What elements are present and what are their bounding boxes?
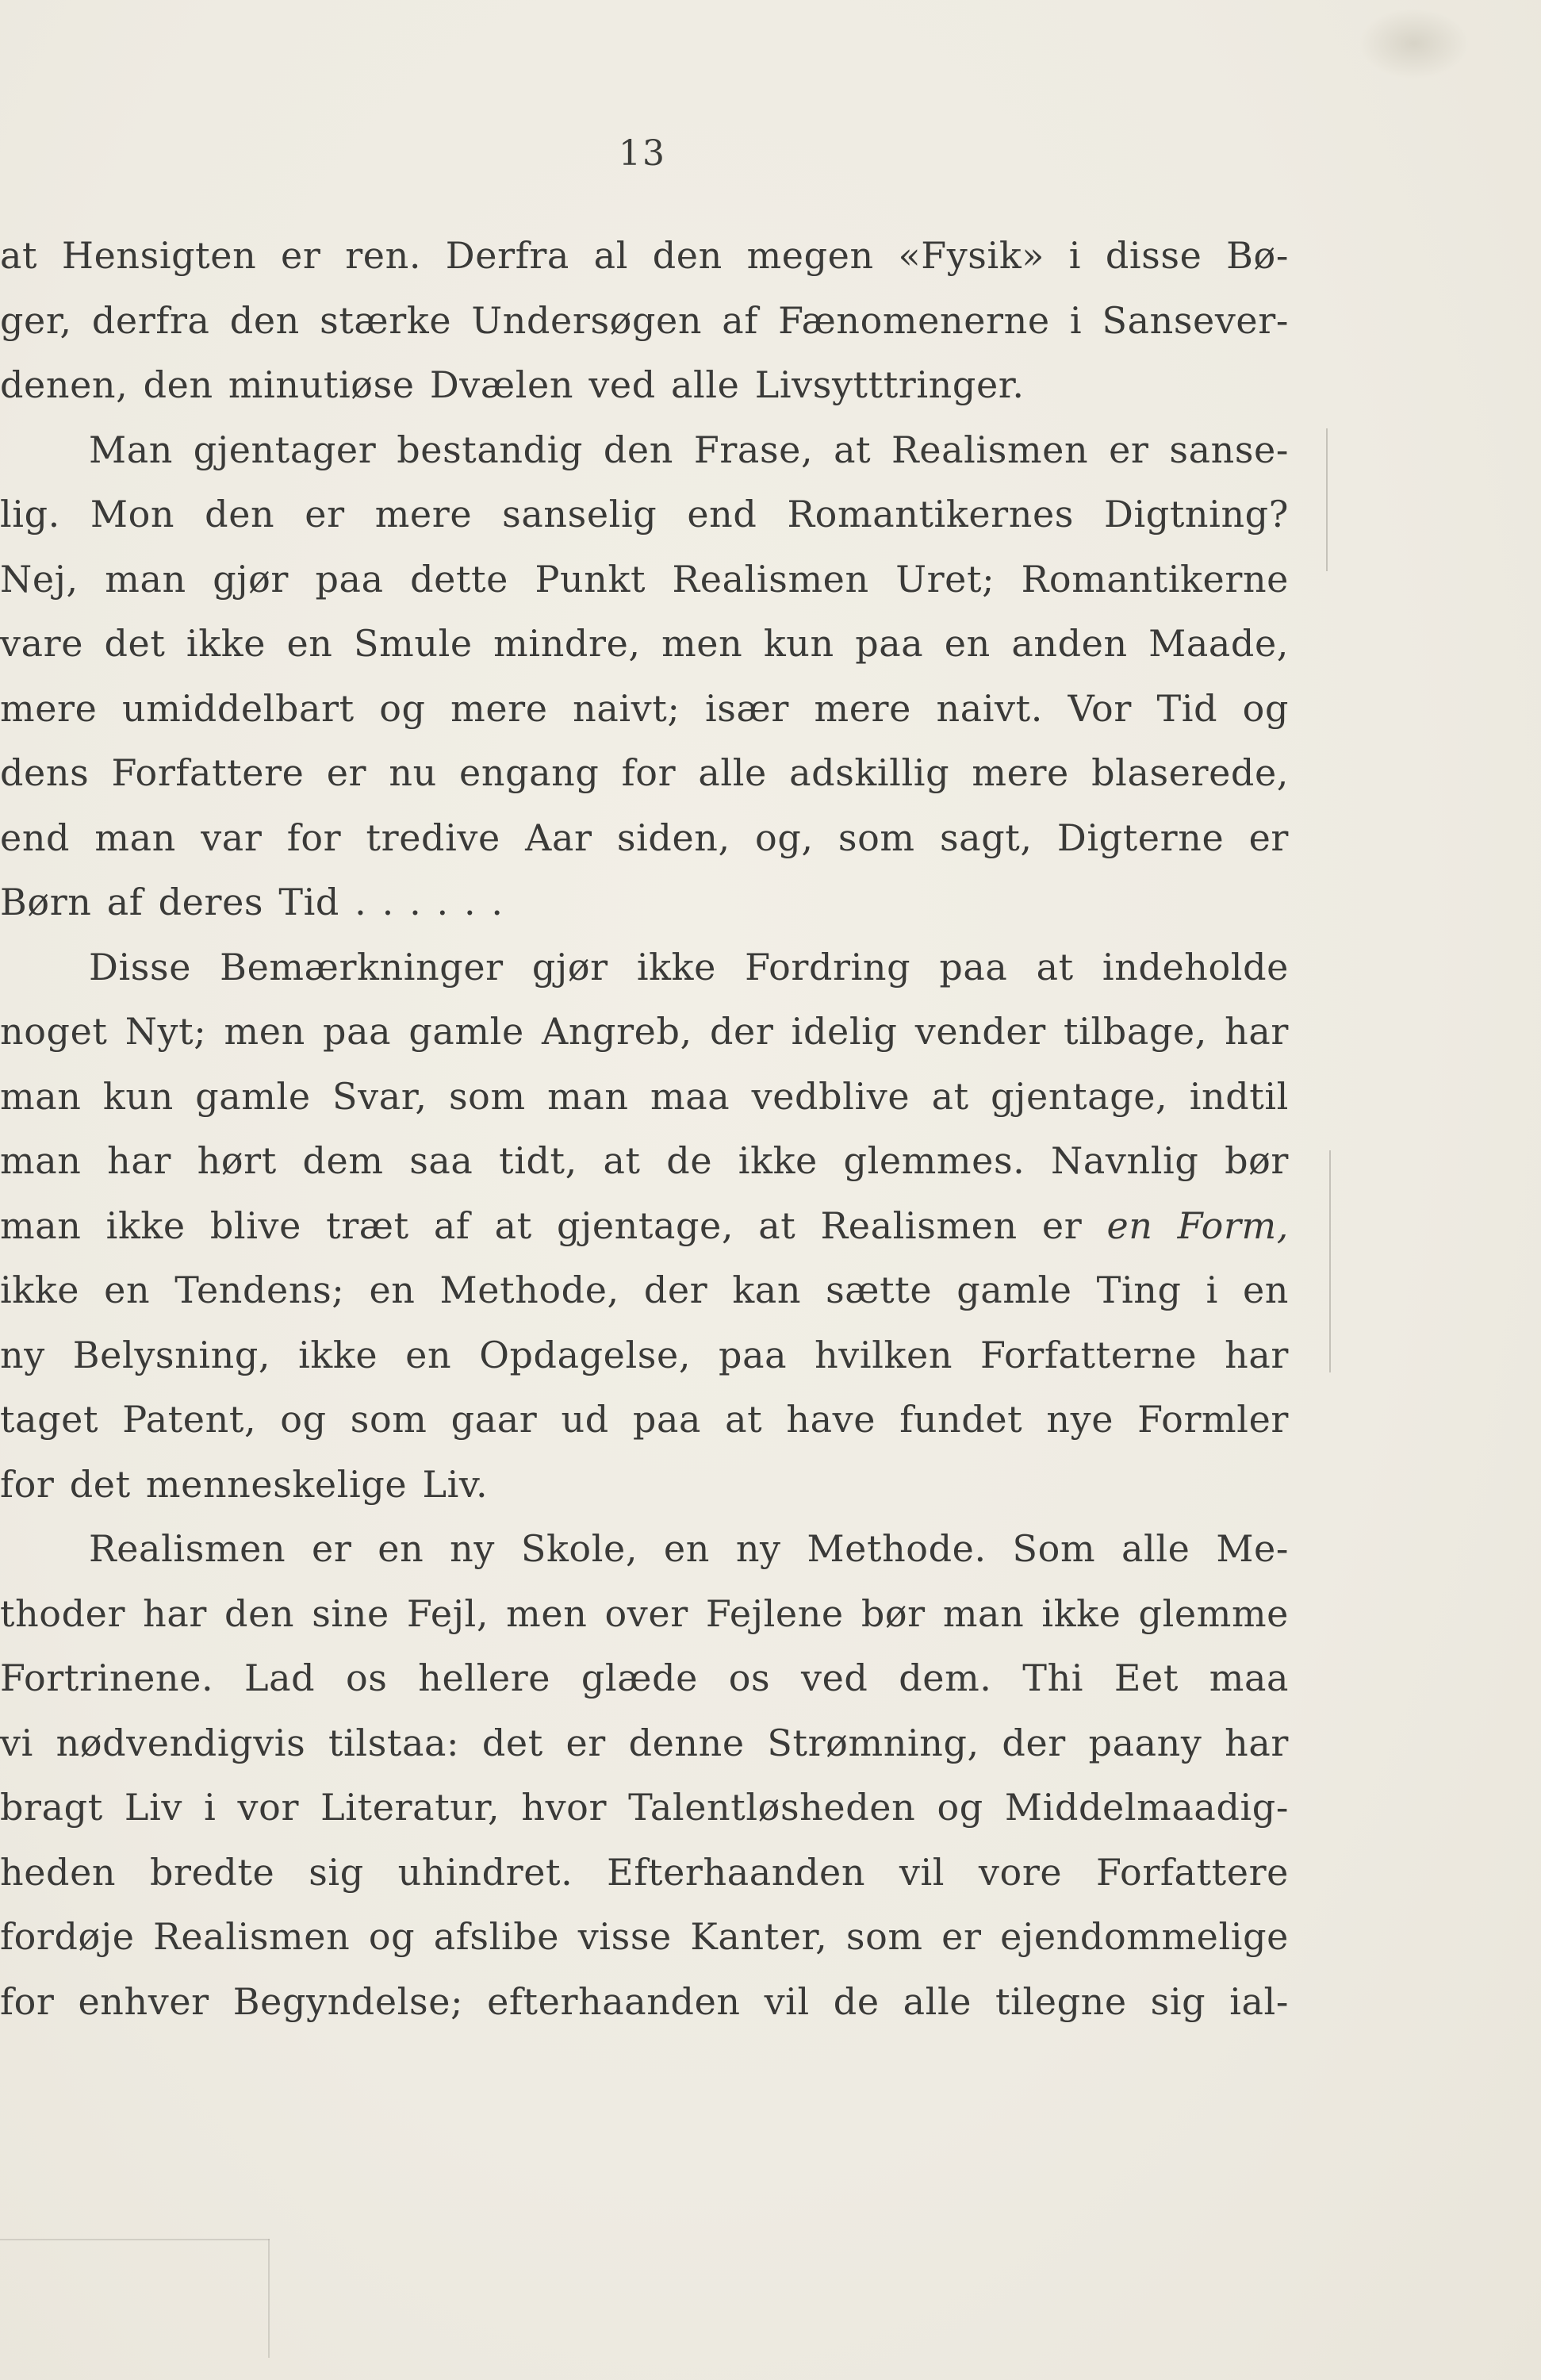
text-line	[0, 1970, 1289, 2035]
text-line-content: for enhver Begyndelse; efterhaanden vil de alle tilegne sig ial-	[0, 1979, 1289, 2023]
text-line	[0, 289, 1289, 354]
text-line-content: Disse Bemærkninger gjør ikke Fordring paa at indeholde	[89, 945, 1289, 988]
text-line	[0, 741, 1289, 806]
text-line	[0, 1194, 1289, 1259]
text-line-content: end man var for tredive Aar siden, og, som sagt, Digterne er	[0, 816, 1289, 859]
text-line	[0, 1775, 1289, 1841]
text-line-content: vare det ikke en Smule mindre, men kun paa en anden Maade,	[0, 622, 1289, 665]
text-line	[0, 1711, 1289, 1776]
text-line-content: noget Nyt; men paa gamle Angreb, der idelig vender tilbage, har	[0, 1010, 1289, 1053]
text-line	[0, 224, 1289, 289]
text-line-content: mere umiddelbart og mere naivt; især mere naivt. Vor Tid og	[0, 686, 1289, 730]
text-line-content: ny Belysning, ikke en Opdagelse, paa hvilken Forfatterne har	[0, 1333, 1289, 1376]
paper-stain	[1359, 8, 1470, 79]
text-line-content: man kun gamle Svar, som man maa vedblive at gjentage, indtil	[0, 1074, 1289, 1118]
emphasis-text: en Form,	[1106, 1203, 1289, 1247]
text-line	[0, 1258, 1289, 1323]
text-line-content: dens Forfattere er nu engang for alle adskillig mere blaserede,	[0, 751, 1289, 794]
text-line	[0, 1065, 1289, 1130]
text-line-content: Nej, man gjør paa dette Punkt Realismen Uret; Romantikerne	[0, 557, 1289, 601]
text-line	[0, 1646, 1289, 1711]
page-number: 13	[619, 133, 666, 174]
text-line	[0, 1517, 1289, 1582]
text-line-content: Børn af deres Tid . . . . . .	[0, 881, 504, 923]
text-line	[0, 353, 1289, 418]
text-line	[0, 482, 1289, 547]
text-line	[0, 806, 1289, 871]
body-text	[0, 224, 1289, 2034]
text-line	[0, 1129, 1289, 1194]
margin-mark	[1326, 428, 1328, 571]
text-line	[0, 677, 1289, 742]
text-line-content: Realismen er en ny Skole, en ny Methode. Som alle Me-	[89, 1527, 1289, 1570]
text-line-content: bragt Liv i vor Literatur, hvor Talentløsheden og Middelmaadig-	[0, 1786, 1289, 1829]
margin-mark	[1329, 1150, 1331, 1372]
text-line	[0, 1323, 1289, 1388]
text-line	[0, 1388, 1289, 1453]
text-line-content: Man gjentager bestandig den Frase, at Realismen er sanse-	[89, 428, 1289, 471]
text-line-content: ger, derfra den stærke Undersøgen af Fænomenerne i Sansever-	[0, 298, 1289, 342]
text-line	[0, 1000, 1289, 1065]
text-line	[0, 418, 1289, 483]
text-line-content: taget Patent, og som gaar ud paa at have fundet nye Formler	[0, 1398, 1289, 1441]
text-line	[0, 612, 1289, 677]
text-line	[0, 547, 1289, 612]
text-line-content: denen, den minutiøse Dvælen ved alle Livsytttringer.	[0, 363, 1025, 406]
frame-line	[268, 2239, 270, 2358]
text-line-content: for det menneskelige Liv.	[0, 1462, 489, 1506]
text-line-content: man har hørt dem saa tidt, at de ikke glemmes. Navnlig bør	[0, 1139, 1289, 1182]
text-line-content: Fortrinene. Lad os hellere glæde os ved dem. Thi Eet maa	[0, 1656, 1289, 1699]
text-line-content: ikke en Tendens; en Methode, der kan sætte gamle Ting i en	[0, 1269, 1289, 1311]
frame-line	[0, 2239, 270, 2240]
text-line-content: lig. Mon den er mere sanselig end Romantikernes Digtning?	[0, 493, 1289, 536]
text-line-content: thoder har den sine Fejl, men over Fejlene bør man ikke glemme	[0, 1591, 1289, 1635]
text-line	[0, 935, 1289, 1000]
text-line	[0, 1841, 1289, 1906]
text-line-content: heden bredte sig uhindret. Efterhaanden vil vore Forfattere	[0, 1850, 1289, 1894]
text-line	[0, 870, 1289, 935]
text-line-content: fordøje Realismen og afslibe visse Kanter, som er ejendommelige	[0, 1915, 1289, 1958]
text-line	[0, 1582, 1289, 1647]
text-line	[0, 1453, 1289, 1518]
text-line	[0, 1905, 1289, 1970]
text-line-content: vi nødvendigvis tilstaa: det er denne Strømning, der paany har	[0, 1721, 1289, 1764]
text-line-content: at Hensigten er ren. Derfra al den megen «Fysik» i disse Bø-	[0, 234, 1289, 277]
text-line-content: man ikke blive træt af at gjentage, at Realismen er	[0, 1203, 1107, 1247]
